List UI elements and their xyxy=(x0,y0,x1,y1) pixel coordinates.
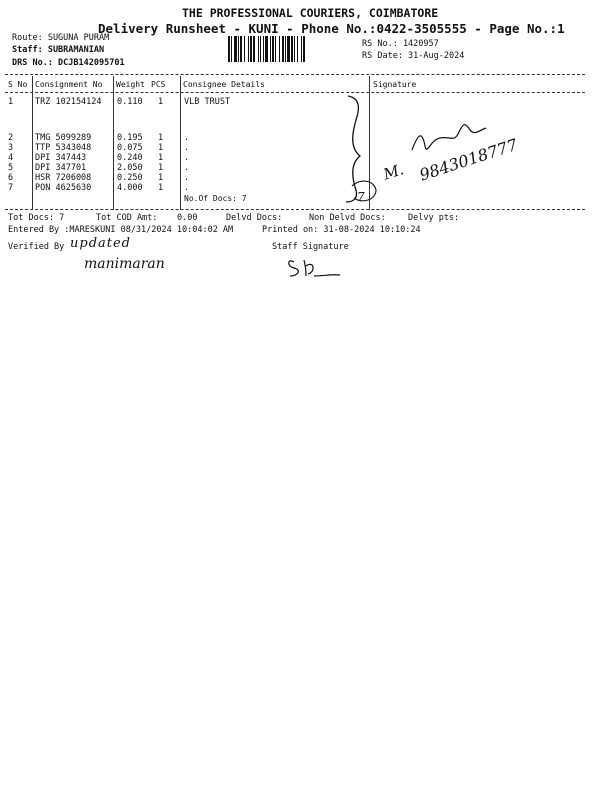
row-consignee: VLB TRUST xyxy=(184,97,231,107)
barcode-bar xyxy=(305,36,307,62)
row-weight: 0.195 xyxy=(117,133,143,143)
row-weight: 0.240 xyxy=(117,153,143,163)
row-weight: 2.050 xyxy=(117,163,143,173)
staff-signature-label: Staff Signature xyxy=(272,242,349,252)
column-divider xyxy=(113,76,114,210)
row-weight: 0.075 xyxy=(117,143,143,153)
row-consignment: TTP 5343048 xyxy=(35,143,92,153)
row-consignee: . xyxy=(184,133,190,143)
table-top-rule xyxy=(5,74,585,75)
row-sno: 6 xyxy=(8,173,14,183)
handwritten-initial: M. xyxy=(381,160,406,184)
row-consignment: DPI 347701 xyxy=(35,163,87,173)
row-consignment: TRZ 102154124 xyxy=(35,97,102,107)
non-delivered-docs: Non Delvd Docs: xyxy=(309,213,386,223)
row-weight: 0.250 xyxy=(117,173,143,183)
row-consignment: DPI 347443 xyxy=(35,153,87,163)
row-consignment: TMG 5099289 xyxy=(35,133,92,143)
runsheet-subtitle: Delivery Runsheet - KUNI - Phone No.:0422-3505555 - Page No.:1 xyxy=(98,21,565,36)
row-weight: 4.000 xyxy=(117,183,143,193)
row-consignee: . xyxy=(184,183,190,193)
route-label: Route: SUGUNA PURAM xyxy=(12,33,110,43)
row-sno: 4 xyxy=(8,153,14,163)
row-pcs: 1 xyxy=(158,143,164,153)
row-sno: 1 xyxy=(8,97,14,107)
number-of-docs: No.Of Docs: 7 xyxy=(184,194,247,203)
row-sno: 3 xyxy=(8,143,14,153)
staff-label: Staff: SUBRAMANIAN xyxy=(12,45,105,55)
row-consignee: . xyxy=(184,143,190,153)
row-pcs: 1 xyxy=(158,153,164,163)
row-pcs: 1 xyxy=(158,173,164,183)
total-docs: Tot Docs: 7 xyxy=(8,213,65,223)
barcode-image xyxy=(228,36,356,62)
handwritten-updated: updated xyxy=(70,236,132,251)
rs-date: RS Date: 31-Aug-2024 xyxy=(362,51,465,61)
staff-signature-scribble xyxy=(284,254,344,280)
column-header-signature: Signature xyxy=(373,80,417,89)
column-header-consignee: Consignee Details xyxy=(183,80,265,89)
drs-number: DRS No.: DCJB142095701 xyxy=(12,58,125,68)
row-consignee: . xyxy=(184,153,190,163)
column-header-consignment: Consignment No xyxy=(35,80,103,89)
column-divider xyxy=(180,76,181,210)
total-cod-value: 0.00 xyxy=(177,213,198,223)
handwritten-phone: 9843018777 xyxy=(417,135,520,185)
row-consignment: PON 4625630 xyxy=(35,183,92,193)
rs-number: RS No.: 1420957 xyxy=(362,39,439,49)
verified-by-label: Verified By xyxy=(8,242,65,252)
row-sno: 7 xyxy=(8,183,14,193)
row-pcs: 1 xyxy=(158,183,164,193)
delivery-points: Delvy pts: xyxy=(408,213,460,223)
column-header-sno: S No xyxy=(8,80,28,89)
table-bottom-rule xyxy=(5,209,585,210)
row-sno: 2 xyxy=(8,133,14,143)
row-sno: 5 xyxy=(8,163,14,173)
handwritten-count: 7 xyxy=(357,190,365,204)
row-weight: 0.110 xyxy=(117,97,143,107)
row-pcs: 1 xyxy=(158,133,164,143)
column-header-weight: Weight xyxy=(116,80,145,89)
column-header-pcs: PCS xyxy=(151,80,166,89)
company-title: THE PROFESSIONAL COURIERS, COIMBATORE xyxy=(182,6,439,20)
entered-by: Entered By :MARESKUNI 08/31/2024 10:04:02 AM xyxy=(8,225,234,235)
column-divider xyxy=(32,76,33,210)
row-pcs: 1 xyxy=(158,163,164,173)
delivered-docs: Delvd Docs: xyxy=(226,213,283,223)
handwritten-name: manimaran xyxy=(84,256,165,272)
row-consignee: . xyxy=(184,163,190,173)
row-consignee: . xyxy=(184,173,190,183)
total-cod-label: Tot COD Amt: xyxy=(96,213,158,223)
row-pcs: 1 xyxy=(158,97,164,107)
printed-on: Printed on: 31-08-2024 10:10:24 xyxy=(262,225,421,235)
row-consignment: HSR 7206008 xyxy=(35,173,92,183)
